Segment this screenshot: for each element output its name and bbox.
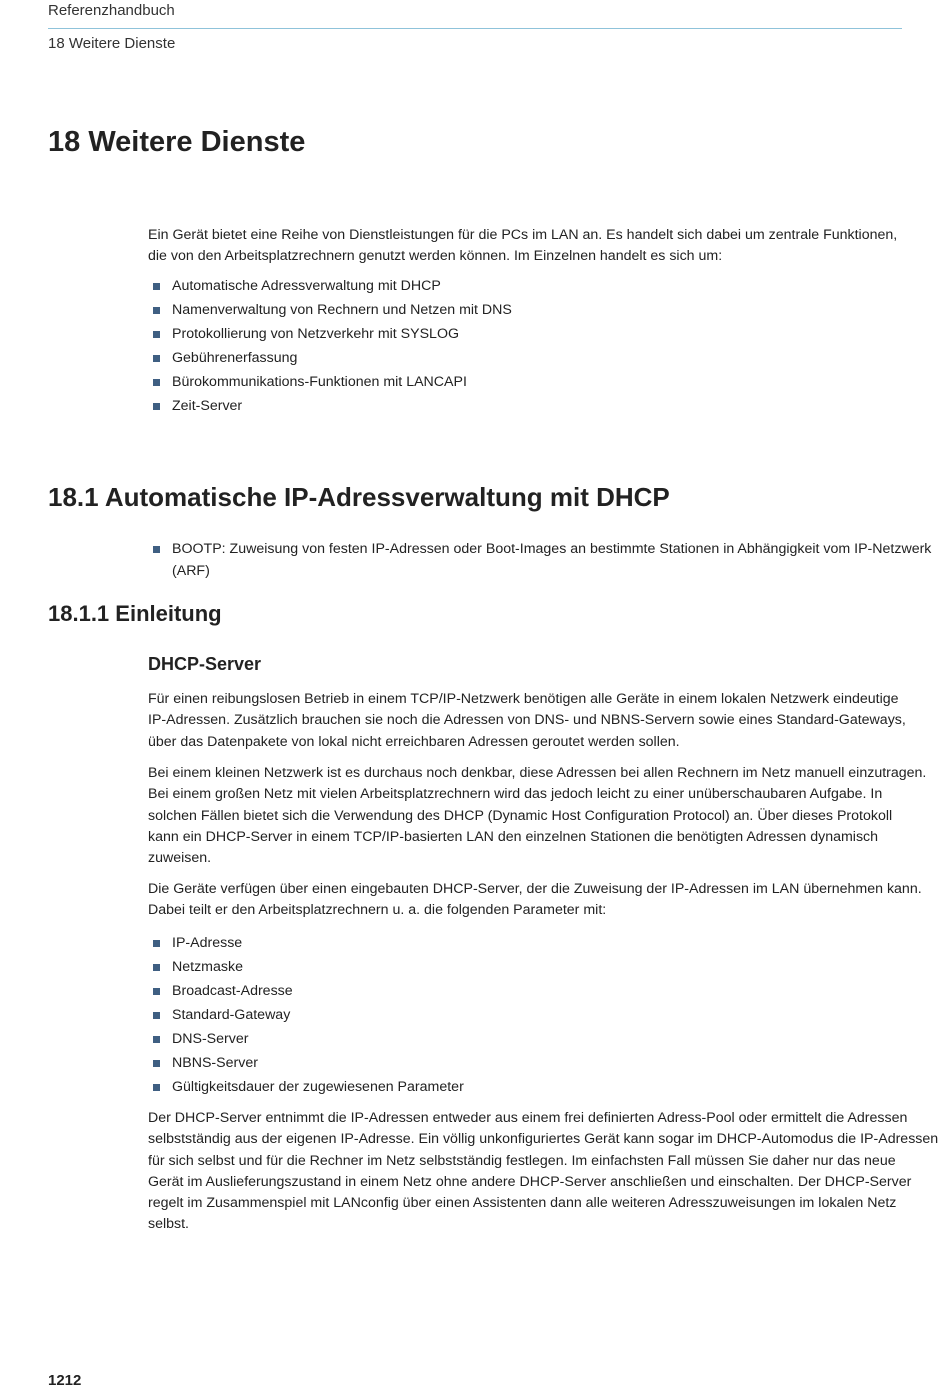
list-item: [148, 322, 908, 346]
text-line: BOOTP: Zuweisung von festen IP-Adressen oder Boot-Images an bestimmte Stationen in Abhängigkeit vom IP-Netzwerk: [172, 541, 932, 557]
list-item-text: IP-Adresse: [172, 935, 243, 951]
square-bullet-icon: [153, 546, 160, 553]
square-bullet-icon: [153, 1084, 160, 1091]
list-item: [148, 979, 908, 1003]
list-item-text: Automatische Adressverwaltung mit DHCP: [172, 278, 441, 294]
text-line: kann ein DHCP-Server in einem TCP/IP-basierten LAN den einzelnen Stationen die benötigten Adressen dynamisch: [148, 828, 879, 845]
square-bullet-icon: [153, 940, 160, 947]
subsection-title: 18.1.1 Einleitung: [48, 601, 222, 626]
list-item: [148, 1027, 908, 1051]
list-item-text: Gebührenerfassung: [172, 350, 298, 366]
text-line: selbst.: [148, 1216, 190, 1233]
services-list: [148, 274, 908, 418]
paragraph-address-pool: [148, 1108, 939, 1236]
paragraph-requirements: [148, 689, 908, 753]
list-item-text: Protokollierung von Netzverkehr mit SYSLOG: [172, 326, 460, 342]
text-line: Die Geräte verfügen über einen eingebauten DHCP-Server, der die Zuweisung der IP-Adressen im LAN übernehmen kann.: [148, 881, 922, 897]
text-line: Bei einem großen Netz mit vielen Arbeitsplatzrechnern wird das jedoch leicht zu einer unüberschaubaren Aufgabe. In: [148, 786, 883, 803]
list-item: [148, 370, 908, 394]
text-line: für sich selbst und für die Rechner im Netz selbstständig festlegen. Im einfachsten Fall müssen Sie daher nur das neue: [148, 1152, 896, 1169]
list-item: [148, 346, 908, 370]
square-bullet-icon: [153, 379, 160, 386]
text-line: zuweisen.: [148, 850, 212, 867]
square-bullet-icon: [153, 1060, 160, 1067]
list-item: [148, 274, 908, 298]
list-item-text: Zeit-Server: [172, 398, 243, 414]
list-item: [148, 955, 908, 979]
section-title: 18.1 Automatische IP-Adressverwaltung mit DHCP: [48, 482, 670, 512]
header-rule: [48, 28, 902, 29]
book-title: Referenzhandbuch: [48, 2, 175, 19]
text-line: Der DHCP-Server entnimmt die IP-Adressen entweder aus einem frei definierten Adress-Pool oder ermittelt die Adressen: [148, 1110, 908, 1126]
running-chapter-title: 18 Weitere Dienste: [48, 35, 176, 52]
list-item: [148, 394, 908, 418]
square-bullet-icon: [153, 1012, 160, 1019]
list-item-text: Broadcast-Adresse: [172, 983, 293, 999]
text-line: die von den Arbeitsplatzrechnern genutzt werden können. Im Einzelnen handelt es sich um:: [148, 248, 723, 265]
list-item: [148, 1003, 908, 1027]
square-bullet-icon: [153, 283, 160, 290]
square-bullet-icon: [153, 1036, 160, 1043]
text-line: Dabei teilt er den Arbeitsplatzrechnern u. a. die folgenden Parameter mit:: [148, 902, 607, 919]
list-item: [148, 1051, 908, 1075]
text-line: IP-Adressen. Zusätzlich brauchen sie noch die Adressen von DNS- und NBNS-Servern sowie eines Standard-Gateways,: [148, 712, 906, 729]
square-bullet-icon: [153, 964, 160, 971]
list-item: [148, 1075, 908, 1099]
text-line: über das Datenpakete von lokal nicht erreichbaren Adressen geroutet werden sollen.: [148, 733, 680, 750]
text-line: Ein Gerät bietet eine Reihe von Dienstleistungen für die PCs im LAN an. Es handelt sich dabei um zentrale Funktionen,: [148, 227, 898, 243]
list-item: [148, 931, 908, 955]
square-bullet-icon: [153, 331, 160, 338]
text-line: Bei einem kleinen Netzwerk ist es durchaus noch denkbar, diese Adressen bei allen Rechnern im Netz manuell einzutragen.: [148, 765, 927, 781]
square-bullet-icon: [153, 355, 160, 362]
paragraph-dhcp-usage: [148, 763, 927, 869]
square-bullet-icon: [153, 403, 160, 410]
intro-paragraph: [148, 225, 908, 268]
bootp-text: [172, 539, 931, 582]
list-item: [148, 298, 908, 322]
text-line: (ARF): [172, 562, 210, 579]
text-line: solchen Fällen bietet sich die Verwendung des DHCP (Dynamic Host Configuration Protocol) an. Über dieses Protokoll: [148, 807, 893, 824]
page-number: 1212: [48, 1372, 82, 1389]
list-item-text: Netzmaske: [172, 959, 243, 975]
square-bullet-icon: [153, 307, 160, 314]
text-line: Für einen reibungslosen Betrieb in einem TCP/IP-Netzwerk benötigen alle Geräte in einem lokalen Netzwerk eindeutige: [148, 691, 899, 707]
dhcp-server-heading: DHCP-Server: [148, 654, 262, 674]
paragraph-builtin-server: [148, 879, 922, 922]
list-item-text: Gültigkeitsdauer der zugewiesenen Parameter: [172, 1079, 464, 1095]
text-line: Gerät im Auslieferungszustand in einem Netz ohne andere DHCP-Server anschließen und einschalten. Der DHCP-Server: [148, 1173, 912, 1190]
list-item-text: NBNS-Server: [172, 1055, 258, 1071]
square-bullet-icon: [153, 988, 160, 995]
list-item-text: Namenverwaltung von Rechnern und Netzen mit DNS: [172, 302, 512, 318]
parameters-list: [148, 931, 908, 1099]
text-line: regelt im Zusammenspiel mit LANconfig über einen Assistenten dann alle weiteren Adresszuweisungen im lokalen Netz: [148, 1195, 897, 1212]
text-line: selbstständig aus der eigenen IP-Adresse. Ein völlig unkonfiguriertes Gerät kann sogar im DHCP-Automodus die IP-Adressen: [148, 1131, 939, 1148]
list-item-text: DNS-Server: [172, 1031, 249, 1047]
chapter-title: 18 Weitere Dienste: [48, 126, 306, 158]
list-item-text: Bürokommunikations-Funktionen mit LANCAPI: [172, 374, 467, 390]
list-item-text: Standard-Gateway: [172, 1007, 291, 1023]
